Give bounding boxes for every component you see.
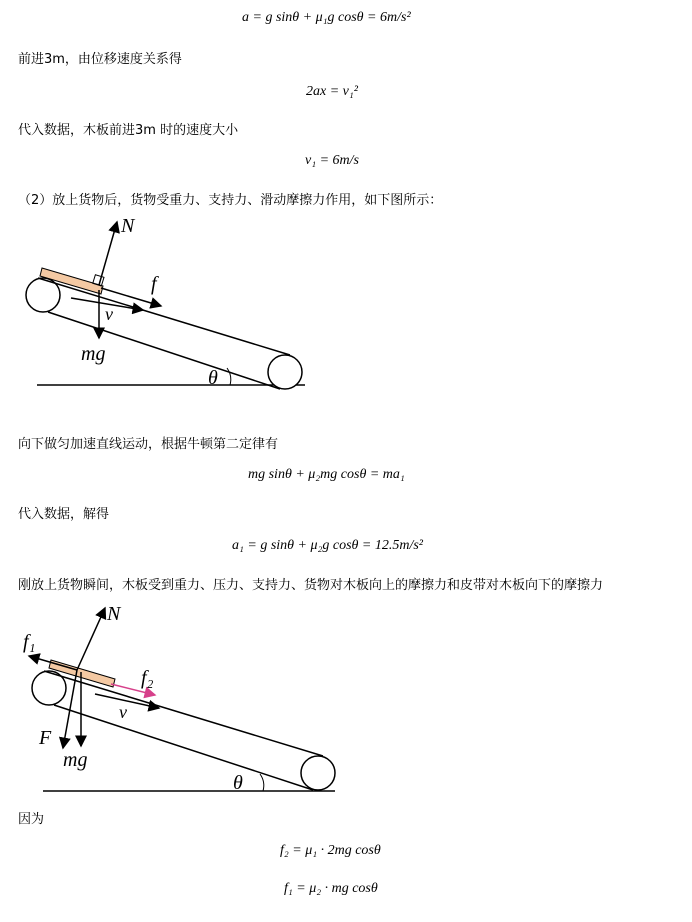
text-line: 向下做匀加速直线运动，根据牛顿第二定律有: [18, 437, 279, 452]
label-v: v: [119, 702, 127, 722]
text-line: 因为: [18, 812, 45, 827]
angle-arc: [260, 774, 264, 791]
label-theta: θ: [208, 367, 218, 389]
equation-acceleration: a = g sinθ + μ₁g cosθ = 6m/s²: [242, 10, 411, 25]
label-N: N: [121, 215, 135, 237]
pulley-right: [301, 756, 335, 790]
text-line: 代入数据，解得: [18, 507, 110, 522]
belt-bottom: [54, 705, 313, 790]
force-diagram-board: [15, 598, 345, 798]
label-mg: mg: [81, 343, 106, 365]
label-f2: f₂: [141, 667, 154, 689]
equation-kinematics: 2ax = v₁²: [306, 84, 358, 99]
label-F: F: [39, 727, 52, 749]
equation-f1: f₁ = μ₂ · mg cosθ: [284, 881, 378, 896]
text-line: 代入数据，木板前进3m 时的速度大小: [18, 123, 239, 138]
normal-force-arrow: [77, 608, 105, 670]
equation-f2: f₂ = μ₁ · 2mg cosθ: [280, 843, 381, 858]
belt-top: [44, 671, 323, 756]
label-f: f: [151, 273, 157, 295]
pulley-right: [268, 355, 302, 389]
force-diagram-cargo: [15, 210, 315, 390]
belt-top: [38, 278, 290, 355]
label-mg: mg: [63, 749, 88, 771]
text-line: 刚放上货物瞬间，木板受到重力、压力、支持力、货物对木板向上的摩擦力和皮带对木板向下的摩擦力: [18, 578, 604, 593]
text-line: 前进3m，由位移速度关系得: [18, 52, 182, 67]
normal-force-arrow: [99, 222, 117, 285]
equation-newton: mg sinθ + μ₂mg cosθ = ma₁: [248, 467, 405, 482]
angle-arc: [227, 368, 231, 385]
label-N: N: [107, 603, 121, 625]
label-theta: θ: [233, 772, 243, 794]
label-f1: f₁: [23, 631, 36, 653]
label-v: v: [105, 304, 113, 324]
text-line: （2）放上货物后，货物受重力、支持力、滑动摩擦力作用，如下图所示：: [18, 193, 443, 208]
equation-a1: a₁ = g sinθ + μ₂g cosθ = 12.5m/s²: [232, 538, 424, 553]
equation-velocity: v₁ = 6m/s: [305, 153, 359, 168]
